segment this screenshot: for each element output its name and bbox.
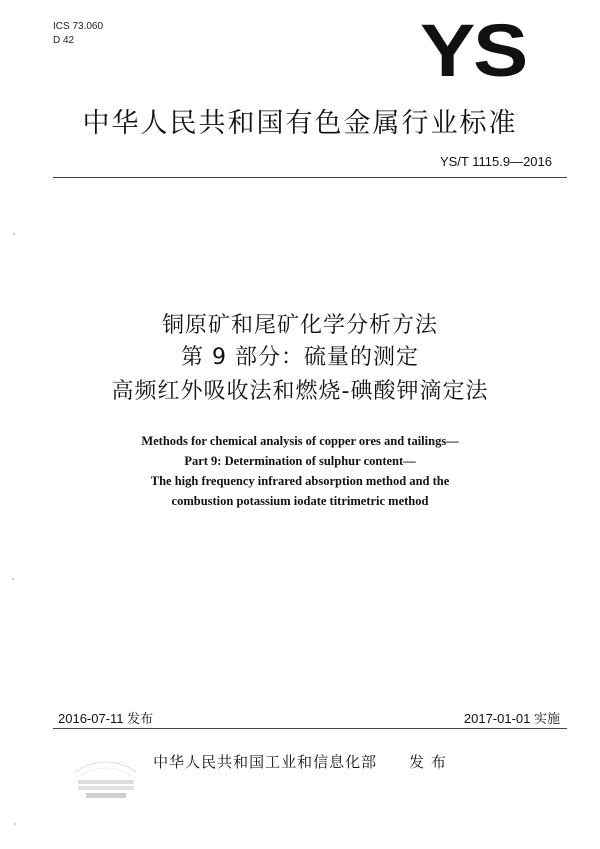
- bottom-divider: [53, 728, 567, 729]
- ccs-code: D 42: [53, 35, 75, 46]
- scan-speck: [14, 823, 16, 825]
- top-divider: [53, 177, 567, 178]
- issue-date: 2016-07-11 发布: [58, 711, 154, 726]
- title-cn-line-3: 高频红外吸收法和燃烧-碘酸钾滴定法: [111, 379, 489, 404]
- ics-code: ICS 73.060: [53, 21, 104, 32]
- implementation-date: 2017-01-01 实施: [463, 711, 560, 726]
- ys-logo: YS: [420, 9, 527, 92]
- title-cn-line-2: 第 9 部分：硫量的测定: [181, 345, 419, 370]
- standard-number: YS/T 1115.9—2016: [439, 154, 552, 169]
- title-en-line-1: Methods for chemical analysis of copper ores and tailings—: [141, 434, 459, 448]
- title-en-line-3: The high frequency infrared absorption method and the: [150, 474, 450, 488]
- title-cn-line-1: 铜原矿和尾矿化学分析方法: [161, 313, 438, 338]
- issuing-authority: 中华人民共和国工业和信息化部 发 布: [153, 753, 447, 771]
- scan-speck: [13, 233, 15, 235]
- title-en-line-4: combustion potassium iodate titrimetric method: [171, 494, 429, 508]
- classification-codes: [53, 20, 103, 48]
- scan-speck: [12, 578, 14, 580]
- standard-title: 中华人民共和国有色金属行业标准: [82, 108, 518, 139]
- title-en-line-2: Part 9: Determination of sulphur content—: [184, 454, 416, 468]
